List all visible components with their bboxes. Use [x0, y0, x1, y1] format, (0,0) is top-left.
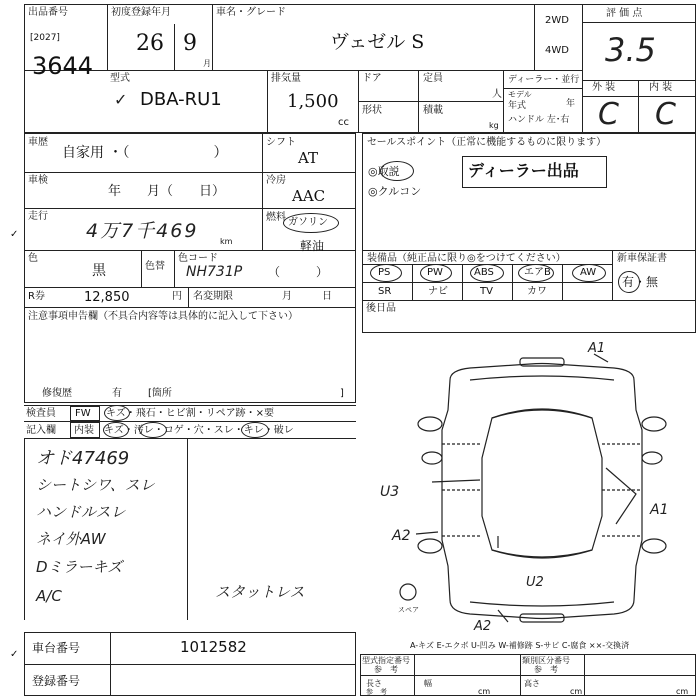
car-name-label: 車名・グレード [216, 7, 286, 18]
usage-history-label: 車歴 [28, 137, 48, 148]
drive-2wd: 2WD [545, 15, 569, 26]
equip-tv: TV [480, 286, 493, 297]
first-registration-year: 26 [136, 31, 164, 56]
damage-legend: A-キズ E-エクボ U-凹み W-補修跡 S-サビ C-腐食 ××-交換済 [410, 641, 630, 650]
lot-sub-number: [2027] [30, 33, 60, 43]
score-label: 評 価 点 [606, 8, 643, 19]
mileage-value: 4万7千469 [86, 220, 199, 242]
note-aw: ネイ外AW [36, 530, 106, 548]
mark-u2: U2 [526, 575, 544, 590]
interior-grade: C [655, 97, 676, 132]
color-code-label: 色コード [178, 253, 218, 264]
notes-label: 注意事項申告欄（不具合内容等は具体的に記入して下さい） [28, 311, 298, 322]
overall-score: 3.5 [605, 31, 656, 69]
inspector-label-a: 検査員 [26, 408, 56, 419]
warranty-label: 新車保証書 [617, 253, 667, 264]
color-code-paren: （ ） [268, 265, 329, 279]
chassis-number: 1012582 [180, 638, 247, 656]
person-unit: 人 [492, 89, 502, 100]
lot-number-label: 出品番号 [28, 7, 68, 18]
interior-damage-items: キズ・汚レ・コゲ・穴・スレ・キレ・破レ [104, 425, 294, 436]
equip-ps: PS [378, 267, 391, 278]
ac-value: AAC [292, 187, 326, 205]
mark-a1-top: A1 [588, 341, 606, 356]
registration-label: 登録番号 [32, 674, 81, 688]
note-studless: スタットレス [215, 583, 305, 601]
displacement-label: 排気量 [271, 73, 301, 84]
recycle-value: 12,850 [84, 290, 130, 305]
int-sure-circle [241, 422, 269, 438]
lot-number: 3644 [32, 52, 94, 80]
mileage-label: 走行 [28, 211, 48, 222]
first-registration-label: 初度登録年月 [111, 7, 171, 18]
model-code-label: 型式 [110, 73, 130, 84]
first-registration-month: 9 [183, 31, 197, 56]
abs-circle [470, 264, 504, 282]
cc-unit: cc [338, 117, 349, 128]
pw-circle [420, 264, 452, 282]
spare-label: スペア [398, 606, 419, 614]
sales-point-cruise: ◎クルコン [368, 185, 422, 198]
color-value: 黒 [92, 263, 106, 279]
category-label: 類別区分番号 [522, 656, 570, 665]
load-label: 積載 [423, 105, 443, 116]
length-label: 長さ [366, 679, 382, 688]
shift-label: シフト [266, 137, 296, 148]
interior-label: 内 装 [649, 82, 673, 93]
aw-circle [572, 264, 606, 282]
color-code-value: NH731P [186, 264, 243, 280]
capacity-label: 定員 [423, 73, 443, 84]
drive-4wd: 4WD [545, 45, 569, 56]
shape-label: 形状 [362, 105, 382, 116]
equipment-label: 装備品（純正品に限り◎をつけてください） [367, 253, 566, 264]
hole-mark-bottom: ✓ [10, 649, 19, 660]
repair-history-value: 有 [112, 388, 122, 399]
type-designation-ref: 参 考 [374, 665, 398, 674]
int-yogore-circle [139, 422, 167, 438]
repair-location-close: ] [340, 388, 344, 399]
model-code: DBA-RU1 [140, 89, 222, 110]
car-name-grade: ヴェゼル S [330, 31, 425, 53]
dealer-parallel-label: ディーラー・並行 [508, 75, 580, 85]
inspection-label: 車検 [28, 175, 48, 186]
manual-mark-circle [380, 161, 414, 181]
fuel-label: 燃料 [266, 212, 286, 223]
mark-a1-right: A1 [650, 502, 669, 518]
equip-navi: ナビ [428, 286, 448, 297]
fw-tag: FW [75, 408, 91, 419]
usage-history-value: 自家用 ・（ ） [62, 145, 228, 161]
length-cm: cm [478, 687, 491, 696]
equip-aw: AW [580, 267, 597, 278]
int-kizu-circle [103, 422, 129, 438]
inspection-value: 年 月（ 日） [108, 184, 226, 199]
warranty-value: 有・無 [622, 275, 659, 289]
note-mirror: Dミラーキズ [36, 558, 123, 576]
sales-point-manual: ◎取説 [368, 165, 400, 178]
model-year-label-b: 年式 [508, 101, 527, 111]
door-label: ドア [362, 73, 382, 84]
name-change-label: 名変期限 [193, 291, 233, 302]
equip-abs: ABS [474, 267, 494, 278]
note-seat-wrinkle: シートシワ、スレ [36, 476, 155, 494]
exterior-label: 外 装 [592, 82, 616, 93]
km-unit: km [220, 237, 233, 246]
repair-location-label: [箇所 [148, 388, 172, 399]
fuel-diesel: 軽油 [300, 239, 325, 253]
dealer-stamp-text: ディーラー出品 [468, 161, 579, 180]
kg-unit: kg [489, 121, 499, 130]
shift-value: AT [298, 149, 319, 167]
width-label: 幅 [424, 679, 432, 688]
width-cm: cm [570, 687, 583, 696]
after-items-label: 後日品 [366, 303, 396, 314]
ref-label-a: 参 考 [366, 688, 387, 696]
fw-kizu-circle [104, 405, 130, 421]
warranty-yes-circle [618, 271, 640, 293]
note-steering-wear: ハンドルスレ [36, 503, 126, 521]
fuel-gasoline: ガソリン [288, 217, 328, 228]
equip-airbag: エアB [524, 267, 551, 278]
month-unit: 月 [203, 59, 211, 68]
note-ac: A/C [36, 587, 62, 605]
yen-unit: 円 [172, 291, 182, 302]
repair-history-label: 修復歴 [42, 388, 72, 399]
height-label: 高さ [524, 679, 540, 688]
sheet-top-frame [24, 4, 696, 133]
exterior-grade: C [598, 97, 619, 132]
airbag-circle [518, 264, 554, 282]
steering-label: ハンドル 左･右 [508, 115, 570, 125]
equip-pw: PW [427, 267, 443, 278]
ac-label: 冷房 [266, 175, 286, 186]
category-ref: 参 考 [534, 665, 558, 674]
chassis-label: 車台番号 [32, 641, 81, 655]
mark-a2-bottom: A2 [474, 619, 492, 634]
name-change-date: 月 日 [282, 291, 332, 302]
note-odometer: オド47469 [36, 448, 130, 469]
recycle-label: R券 [28, 291, 45, 302]
model-year-label-a: モデル [508, 90, 532, 99]
model-check-mark: ✓ [114, 90, 128, 109]
repaint-label: 色替 [145, 261, 165, 272]
ps-circle [370, 264, 402, 282]
mark-a2-left: A2 [392, 528, 411, 544]
type-designation-label: 型式指定番号 [362, 656, 410, 665]
equip-leather: カワ [527, 286, 547, 297]
sales-points-label: セールスポイント（正常に機能するものに限ります） [367, 137, 607, 148]
height-cm: cm [676, 687, 689, 696]
color-label: 色 [28, 253, 38, 264]
equip-sr: SR [378, 286, 392, 297]
mark-u3: U3 [380, 484, 400, 500]
year-unit: 年 [566, 99, 576, 109]
car-damage-diagram [380, 340, 696, 636]
interior-tag: 内装 [74, 425, 94, 436]
inspector-label-b: 記入欄 [26, 425, 56, 436]
fw-damage-items: キズ・飛石・ヒビ割・リペア跡・×要 [106, 408, 274, 419]
displacement-value: 1,500 [287, 91, 339, 112]
hole-mark-top: ✓ [10, 229, 19, 240]
